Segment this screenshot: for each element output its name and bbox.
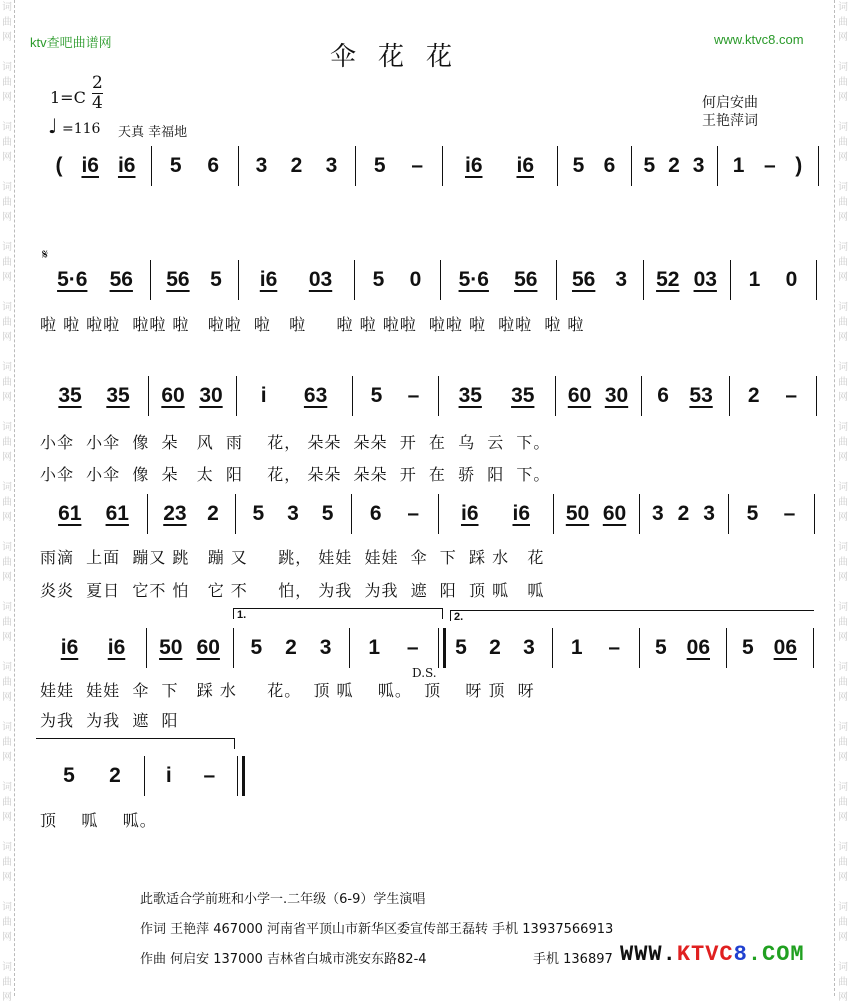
watermark-text: 词 曲 网	[838, 662, 848, 703]
measure	[156, 268, 232, 292]
watermark-text: 词 曲 网	[838, 722, 848, 763]
lyric-line: 为我 为我 遮 阳	[40, 711, 179, 730]
lyric-line: 娃娃 娃娃 伞 下 踩 水 花。 顶 呱 呱。 顶 呀 顶 呀	[40, 681, 535, 700]
watermark-text: 词 曲 网	[838, 962, 848, 1003]
note: 5	[572, 154, 585, 177]
note: 3	[523, 636, 535, 659]
note: 5·6	[458, 268, 489, 291]
watermark-text: 词 曲 网	[838, 482, 848, 523]
site-name[interactable]: ktv查吧曲谱网	[30, 35, 112, 50]
note: 50	[159, 636, 183, 659]
barline	[717, 146, 718, 186]
watermark-text: 词 曲 网	[2, 662, 12, 703]
barline	[355, 146, 356, 186]
note: i6	[460, 502, 479, 525]
watermark-text: 词 曲 网	[838, 362, 848, 403]
note: 5	[250, 636, 263, 659]
barline	[553, 494, 554, 534]
note: 5	[169, 154, 182, 177]
staff-system	[0, 246, 850, 300]
barline	[438, 376, 439, 416]
note: 50	[565, 502, 590, 525]
volta-1: 1.	[233, 608, 443, 619]
note: 03	[308, 268, 333, 291]
watermark-text: 词 曲 网	[838, 782, 848, 823]
watermark-text: 词 曲 网	[2, 422, 12, 463]
note: 3	[255, 154, 268, 177]
lyricist-info: 作词 王艳萍 467000 河南省平顶山市新华区委宣传部王磊转 手机 13937566913	[140, 922, 614, 937]
note: i6	[259, 268, 278, 291]
measure	[561, 384, 635, 408]
barline	[440, 260, 441, 300]
note: )	[795, 154, 803, 177]
note: –	[406, 636, 419, 659]
composer-phone: 手机 136897	[533, 952, 613, 967]
site-url[interactable]: www.ktvc8.com	[714, 32, 804, 47]
logo-8: 8	[733, 942, 748, 967]
watermark-text: 词 曲 网	[838, 182, 848, 223]
measure	[360, 268, 434, 292]
note: 2	[747, 384, 760, 407]
measure	[735, 384, 810, 408]
note: 5	[455, 636, 467, 659]
note: 1	[748, 268, 761, 291]
note: 5	[372, 268, 385, 291]
measure	[444, 636, 546, 660]
note: 53	[689, 384, 713, 407]
note: 1	[570, 636, 583, 659]
note: 5	[654, 636, 667, 659]
note: 2	[207, 502, 219, 525]
note: 5·6	[57, 268, 88, 291]
measure	[46, 636, 140, 660]
note: 60	[161, 384, 185, 407]
note: 5	[210, 268, 222, 291]
measure	[244, 154, 349, 178]
barline	[814, 494, 815, 534]
note: –	[411, 154, 424, 177]
logo-c: C	[719, 942, 734, 967]
measure	[244, 268, 348, 292]
measure	[723, 154, 812, 178]
lyric-line: 啦 啦 啦啦 啦啦 啦 啦啦 啦 啦 啦 啦 啦啦 啦啦 啦 啦啦 啦 啦	[40, 315, 585, 334]
note: i6	[60, 636, 79, 659]
watermark-text: 词 曲 网	[2, 2, 12, 43]
barline	[233, 628, 234, 668]
note: 30	[604, 384, 629, 407]
barline	[556, 260, 557, 300]
watermark-text: 词 曲 网	[2, 62, 12, 103]
barline	[730, 260, 731, 300]
note: 5	[741, 636, 754, 659]
measure	[355, 636, 432, 660]
logo-www: WWW.	[620, 942, 677, 967]
note: 56	[571, 268, 596, 291]
note: 5	[746, 502, 759, 525]
note: 56	[514, 268, 538, 291]
lyric-line: 炎炎 夏日 它不 怕 它 不 怕， 为我 为我 遮 阳 顶 呱 呱	[40, 581, 545, 600]
note: 3	[325, 154, 338, 177]
measure	[446, 268, 550, 292]
watermark-text: 词 曲 网	[2, 122, 12, 163]
measure	[647, 384, 723, 408]
note: 35	[511, 384, 535, 407]
watermark-text: 词 曲 网	[2, 542, 12, 583]
measure	[736, 268, 810, 292]
watermark-text: 词 曲 网	[2, 242, 12, 283]
watermark-text: 词 曲 网	[838, 902, 848, 943]
double-barline	[237, 756, 245, 796]
barline	[146, 628, 147, 668]
measure	[46, 764, 138, 788]
note: 3	[692, 154, 705, 177]
lyric-line: 小伞 小伞 像 朵 风 雨 花， 朵朵 朵朵 开 在 乌 云 下。	[40, 433, 551, 452]
note: –	[407, 502, 420, 525]
watermark-text: 词 曲 网	[838, 2, 848, 43]
barline	[813, 628, 814, 668]
watermark-text: 词 曲 网	[2, 842, 12, 883]
footer-note: 此歌适合学前班和小学一.二年级（6-9）学生演唱	[140, 892, 426, 907]
measure	[357, 502, 432, 526]
barline	[238, 260, 239, 300]
measure	[241, 502, 345, 526]
note: –	[203, 764, 216, 787]
barline	[151, 146, 152, 186]
song-title: 伞花花	[330, 42, 475, 72]
note: 5	[373, 154, 386, 177]
watermark-text: 词 曲 网	[2, 182, 12, 223]
note: 5	[370, 384, 383, 407]
watermark-text: 词 曲 网	[838, 602, 848, 643]
note: 3	[651, 502, 664, 525]
note: 6	[369, 502, 382, 525]
watermark-text: 词 曲 网	[2, 722, 12, 763]
barline	[438, 494, 439, 534]
measure	[46, 268, 144, 292]
measure	[150, 764, 231, 788]
measure	[558, 636, 633, 660]
measure	[239, 636, 343, 660]
barline	[552, 628, 553, 668]
measure	[46, 154, 145, 178]
staff-system	[0, 376, 850, 416]
note: –	[763, 154, 776, 177]
barline	[352, 376, 353, 416]
barline	[351, 494, 352, 534]
measure	[358, 384, 432, 408]
barline	[144, 756, 145, 796]
barline	[631, 146, 632, 186]
watermark-text: 词 曲 网	[838, 302, 848, 343]
barline	[816, 260, 817, 300]
watermark-text: 词 曲 网	[2, 962, 12, 1003]
note: –	[783, 502, 796, 525]
measure	[734, 502, 808, 526]
watermark-text: 词 曲 网	[838, 422, 848, 463]
note: 06	[686, 636, 710, 659]
note: i	[260, 384, 267, 407]
barline	[235, 494, 236, 534]
note: (	[55, 154, 63, 177]
time-top: 2	[92, 73, 103, 93]
logo-com: .COM	[747, 942, 805, 967]
watermark-text: 词 曲 网	[838, 62, 848, 103]
ending-bracket	[36, 738, 235, 749]
note: 2	[668, 154, 680, 177]
composer: 何启安曲	[702, 95, 758, 111]
barline	[236, 376, 237, 416]
barline	[147, 494, 148, 534]
measure	[444, 384, 549, 408]
note: 6	[207, 154, 220, 177]
note: 0	[785, 268, 798, 291]
lyric-line: 顶 呱 呱。	[40, 811, 157, 830]
watermark-text: 词 曲 网	[2, 782, 12, 823]
note: i6	[107, 636, 126, 659]
note: 3	[319, 636, 332, 659]
watermark-text: 词 曲 网	[838, 542, 848, 583]
measure	[637, 154, 711, 178]
measure	[153, 502, 229, 526]
measure	[562, 268, 637, 292]
staff-system	[0, 756, 850, 796]
note: –	[608, 636, 621, 659]
note: 3	[615, 268, 627, 291]
barline	[726, 628, 727, 668]
segno-sign: 𝄋	[42, 246, 49, 262]
note: 2	[677, 502, 690, 525]
measure	[444, 502, 547, 526]
barline	[238, 146, 239, 186]
note: 60	[602, 502, 627, 525]
barline	[150, 260, 151, 300]
note: i6	[464, 154, 483, 177]
note: 35	[58, 384, 82, 407]
tempo: =116	[62, 121, 101, 137]
measure	[645, 502, 722, 526]
note: 60	[567, 384, 592, 407]
time-signature	[92, 74, 103, 113]
note: 1	[368, 636, 381, 659]
note: 0	[409, 268, 422, 291]
barline	[442, 146, 443, 186]
lyricist: 王艳萍词	[702, 113, 758, 129]
measure	[154, 384, 230, 408]
note: 52	[656, 268, 680, 291]
ktvc8-logo[interactable]	[620, 942, 805, 967]
measure	[242, 384, 346, 408]
note: –	[785, 384, 798, 407]
note: 1	[732, 154, 745, 177]
barline	[641, 376, 642, 416]
note: i6	[512, 502, 530, 525]
note: i6	[117, 154, 136, 177]
time-bottom: 4	[92, 93, 103, 113]
note: 61	[105, 502, 129, 525]
barline	[816, 376, 817, 416]
note: 3	[287, 502, 299, 525]
note: 03	[693, 268, 717, 291]
note: 5	[321, 502, 334, 525]
barline	[555, 376, 556, 416]
watermark-text: 词 曲 网	[838, 122, 848, 163]
staff-system	[0, 146, 850, 186]
barline	[729, 376, 730, 416]
note: 63	[303, 384, 328, 407]
barline	[818, 146, 819, 186]
note: 5	[643, 154, 656, 177]
measure	[157, 154, 232, 178]
note: 2	[285, 636, 297, 659]
expression: 天真 幸福地	[118, 125, 188, 140]
note: 6	[603, 154, 616, 177]
note: i6	[516, 154, 534, 177]
measure	[46, 384, 142, 408]
volta-2: 2.	[450, 610, 814, 621]
measure	[559, 502, 633, 526]
measure	[152, 636, 227, 660]
note: i6	[81, 154, 99, 177]
staff-system	[0, 494, 850, 534]
measure	[645, 636, 720, 660]
note: 06	[773, 636, 797, 659]
watermark-text: 词 曲 网	[2, 302, 12, 343]
barline	[728, 494, 729, 534]
barline	[643, 260, 644, 300]
note: –	[407, 384, 420, 407]
note: 60	[196, 636, 220, 659]
watermark-text: 词 曲 网	[2, 362, 12, 403]
measure	[361, 154, 436, 178]
watermark-text: 词 曲 网	[2, 902, 12, 943]
note: 2	[489, 636, 501, 659]
note: 30	[199, 384, 223, 407]
note: 6	[657, 384, 669, 407]
measure	[649, 268, 724, 292]
note: 5	[252, 502, 265, 525]
note: 2	[109, 764, 121, 787]
note: 56	[166, 268, 190, 291]
composer-info: 作曲 何启安 137000 吉林省白城市洮安东路82-4	[140, 952, 427, 967]
barline	[354, 260, 355, 300]
watermark-text: 词 曲 网	[2, 482, 12, 523]
logo-ktv: KTV	[676, 942, 720, 967]
note: 61	[58, 502, 82, 525]
barline	[349, 628, 350, 668]
key-signature: 1=C	[50, 88, 86, 107]
measure	[46, 502, 141, 526]
dal-segno: D.S.	[412, 666, 437, 680]
lyric-line: 雨滴 上面 蹦又 跳 蹦 又 跳， 娃娃 娃娃 伞 下 踩 水 花	[40, 548, 545, 567]
note: 35	[458, 384, 482, 407]
note: 2	[290, 154, 303, 177]
note: 3	[703, 502, 715, 525]
note: 5	[63, 764, 75, 787]
note: 35	[106, 384, 130, 407]
measure	[563, 154, 625, 178]
lyric-line: 小伞 小伞 像 朵 太 阳 花， 朵朵 朵朵 开 在 骄 阳 下。	[40, 465, 551, 484]
watermark-text: 词 曲 网	[2, 602, 12, 643]
watermark-text: 词 曲 网	[838, 242, 848, 283]
measure	[732, 636, 807, 660]
barline	[639, 494, 640, 534]
barline	[148, 376, 149, 416]
note: 23	[163, 502, 187, 525]
measure	[448, 154, 551, 178]
watermark-text: 词 曲 网	[838, 842, 848, 883]
note: 56	[109, 268, 133, 291]
barline	[557, 146, 558, 186]
note: i	[165, 764, 172, 787]
barline	[639, 628, 640, 668]
quarter-note-icon: ♩	[48, 114, 58, 138]
